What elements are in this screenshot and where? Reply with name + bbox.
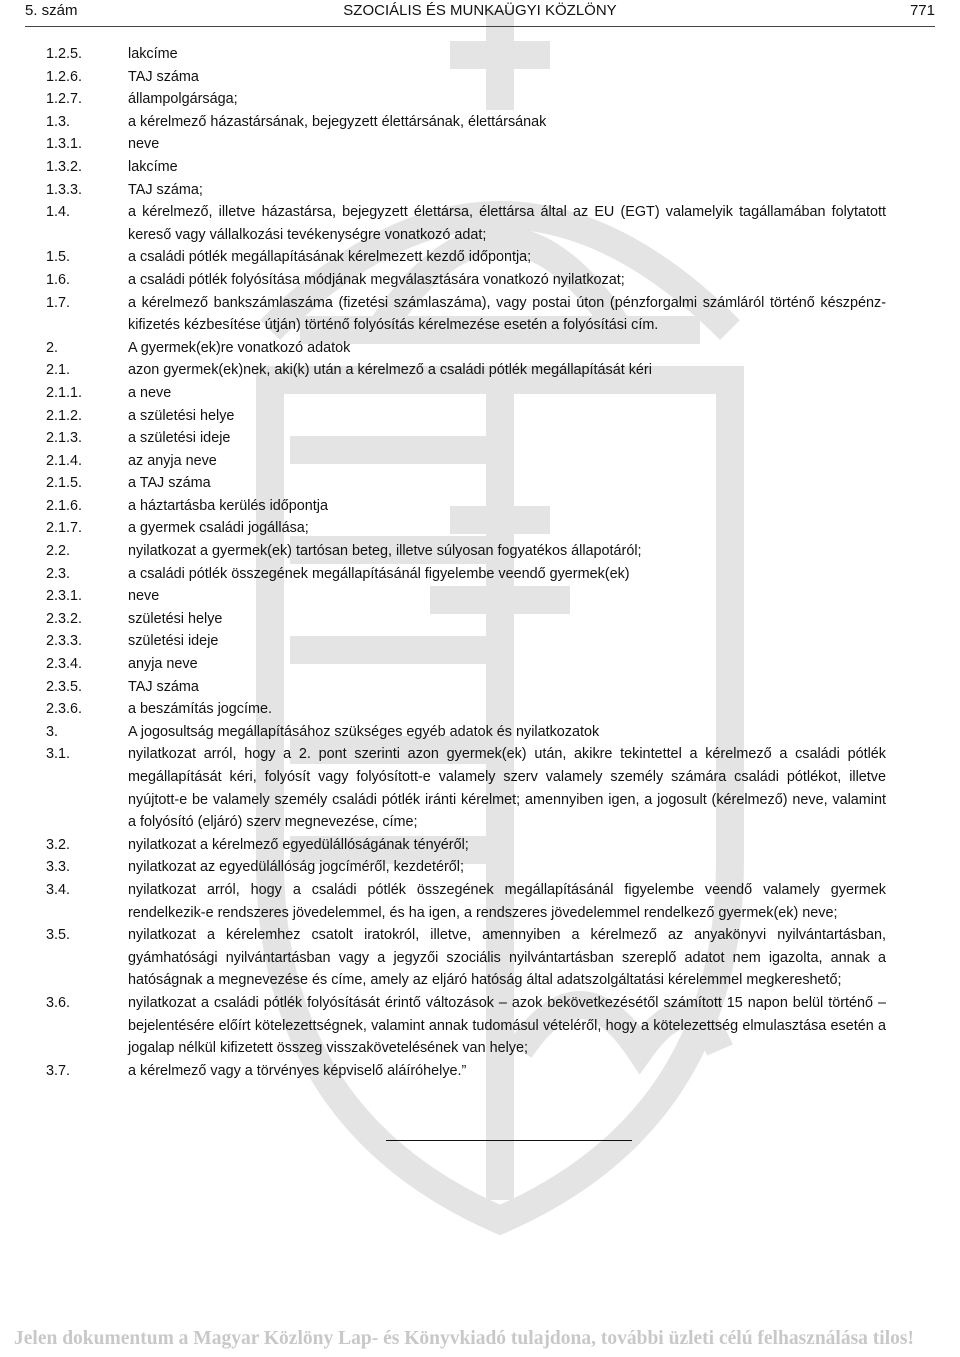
item-number: 2.1.7. <box>46 520 83 537</box>
list-item <box>46 472 886 495</box>
item-text: születési helye <box>128 610 223 627</box>
list-item <box>46 834 886 857</box>
item-text: nyilatkozat a kérelmező egyedülállóságának tényéről; <box>128 836 469 853</box>
item-number: 2.1.3. <box>46 430 83 447</box>
item-text: nyilatkozat a kérelemhez csatolt iratokról, illetve, amennyiben a kérelmező az anyakönyvi nyilvántartásban, gyámhatósági nyilvántartásban vagy a jegyzői szociális nyilvántartásban szereplő adatot nem igazolta, annak a hatóságnak a megnevezése és címe, amely az eljáró hatóság által adatszolgáltatási kérelemmel megkereshető; <box>128 927 886 989</box>
item-number: 1.6. <box>46 271 71 288</box>
item-text: a neve <box>128 384 172 401</box>
item-text: TAJ száma <box>128 68 199 85</box>
list-item <box>46 879 886 924</box>
list-item <box>46 246 886 269</box>
item-text: az anyja neve <box>128 452 217 469</box>
list-item <box>46 517 886 540</box>
item-text: anyja neve <box>128 656 198 673</box>
list-item <box>46 856 886 879</box>
item-text: nyilatkozat a gyermek(ek) tartósan beteg, illetve súlyosan fogyatékos állapotáról; <box>128 543 642 560</box>
item-number: 1.3.2. <box>46 158 83 175</box>
list-item <box>46 382 886 405</box>
header-rule <box>25 26 935 27</box>
item-number: 2.1.5. <box>46 475 83 492</box>
item-text: a háztartásba kerülés időpontja <box>128 497 329 514</box>
list-item <box>46 269 886 292</box>
item-text: a családi pótlék összegének megállapításánál figyelembe veendő gyermek(ek) <box>128 565 630 582</box>
item-number: 1.2.5. <box>46 46 83 62</box>
item-text: nyilatkozat a családi pótlék folyósítását érintő változások – azok bekövetkezésétől számított 15 napon belül történő – bejelentésére előírt kötelezettségnek, valamint annak tudomásul vételéről, hogy a kötelezettség elmulasztása esetén a jogalap nélkül kifizetett összeg visszakövetelésének van helye; <box>128 994 886 1057</box>
item-number: 2.3.4. <box>46 656 83 673</box>
item-number: 2.3.5. <box>46 678 83 695</box>
item-text: neve <box>128 136 160 153</box>
item-text: a beszámítás jogcíme. <box>128 701 272 718</box>
list-item <box>46 924 886 992</box>
item-text: születési ideje <box>128 633 219 650</box>
item-number: 2.3.2. <box>46 610 83 627</box>
copyright-notice: Jelen dokumentum a Magyar Közlöny Lap- és Könyvkiadó tulajdona, további üzleti célú felhasználása tilos! <box>14 1328 914 1349</box>
item-number: 3.5. <box>46 927 71 944</box>
item-text: TAJ száma <box>128 678 199 695</box>
list-item <box>46 563 886 586</box>
list-item <box>46 66 886 89</box>
list-item <box>46 292 886 337</box>
item-number: 2.1.6. <box>46 497 83 514</box>
item-number: 1.2.7. <box>46 91 83 108</box>
item-text: nyilatkozat az egyedülállóság jogcíméről, kezdetéről; <box>128 859 464 876</box>
item-text: a kérelmező, illetve házastársa, bejegyzett élettársa, élettársa által az EU (EGT) valamelyik tagállamában folytatott kereső vagy vállalkozási tevékenységre vonatkozó adat; <box>128 204 886 243</box>
list-item <box>46 201 886 246</box>
list-item <box>46 495 886 518</box>
item-number: 2.3.3. <box>46 633 83 650</box>
item-number: 2.3.6. <box>46 701 83 718</box>
list-item <box>46 653 886 676</box>
item-number: 3.3. <box>46 859 71 876</box>
list-item <box>46 427 886 450</box>
item-text: a születési helye <box>128 407 235 424</box>
list-item <box>46 585 886 608</box>
item-number: 3.7. <box>46 1062 71 1079</box>
item-text: nyilatkozat arról, hogy a családi pótlék összegének megállapításánál figyelembe veendő valamely gyermek rendelkezik-e rendszeres jövedelemmel, és ha igen, a rendszeres jövedelemmel rendelkező gyermek(ek) neve; <box>128 881 886 921</box>
item-number: 3. <box>46 723 59 740</box>
list-item <box>46 1060 886 1083</box>
item-text: lakcíme <box>128 46 178 62</box>
section-heading: A jogosultság megállapításához szükséges egyéb adatok és nyilatkozatok <box>128 723 600 740</box>
list-item <box>46 540 886 563</box>
issue-number: 5. szám <box>25 2 78 19</box>
item-text: a kérelmező házastársának, bejegyzett élettársának, élettársának <box>128 113 547 130</box>
item-number: 3.4. <box>46 881 71 898</box>
item-number: 2. <box>46 339 59 356</box>
item-number: 2.3.1. <box>46 588 83 605</box>
signature-line <box>386 1140 632 1141</box>
item-text: a családi pótlék megállapításának kérelmezett kezdő időpontja; <box>128 249 532 266</box>
list-item <box>46 450 886 473</box>
item-text: azon gyermek(ek)nek, aki(k) után a kérelmező a családi pótlék megállapítását kéri <box>128 362 652 379</box>
list-item <box>46 676 886 699</box>
list-item <box>46 405 886 428</box>
item-text: a családi pótlék folyósítása módjának megválasztására vonatkozó nyilatkozat; <box>128 271 625 288</box>
list-item <box>46 743 886 833</box>
list-item <box>46 721 886 744</box>
item-text: a kérelmező vagy a törvényes képviselő aláíróhelye.” <box>128 1062 467 1079</box>
list-item <box>46 359 886 382</box>
item-number: 1.4. <box>46 204 71 221</box>
journal-title: SZOCIÁLIS ÉS MUNKAÜGYI KÖZLÖNY <box>343 2 617 19</box>
item-number: 2.1.4. <box>46 452 83 469</box>
item-text: nyilatkozat arról, hogy a 2. pont szerinti azon gyermek(ek) után, akikre tekintettel a kérelmező a családi pótlék megállapítását kéri, folyósít vagy folyósított-e valamely szerv valamely személy számára családi pótlékot, illetve nyújtott-e be valamely személy családi pótlék iránti kérelmet; amennyiben igen, a jogosult (kérelmező) neve, valamint a folyósító (eljáró) szerv megnevezése, címe; <box>128 746 886 831</box>
list-item <box>46 179 886 202</box>
item-number: 1.7. <box>46 294 71 311</box>
item-number: 1.3. <box>46 113 71 130</box>
item-number: 3.1. <box>46 746 71 763</box>
list-item <box>46 43 886 66</box>
list-item <box>46 992 886 1060</box>
list-item <box>46 630 886 653</box>
item-number: 2.1.2. <box>46 407 83 424</box>
page-header <box>25 0 935 28</box>
item-text: TAJ száma; <box>128 181 203 198</box>
list-item <box>46 111 886 134</box>
item-text: lakcíme <box>128 158 178 175</box>
section-heading: A gyermek(ek)re vonatkozó adatok <box>128 339 351 356</box>
item-text: neve <box>128 588 160 605</box>
item-text: a TAJ száma <box>128 475 211 492</box>
list-item <box>46 337 886 360</box>
item-text: állampolgársága; <box>128 91 238 108</box>
list-item <box>46 156 886 179</box>
item-text: a gyermek családi jogállása; <box>128 520 309 537</box>
item-text: a kérelmező bankszámlaszáma (fizetési számlaszáma), vagy postai úton (pénzforgalmi számláról történő készpénz-kifizetés kézbesítése útján) történő folyósítás kérelmezése esetén a folyósítási cím. <box>128 294 886 334</box>
list-item <box>46 133 886 156</box>
item-number: 1.5. <box>46 249 71 266</box>
item-number: 1.2.6. <box>46 68 83 85</box>
item-text: a születési ideje <box>128 430 231 447</box>
item-number: 1.3.3. <box>46 181 83 198</box>
item-number: 2.2. <box>46 543 71 560</box>
item-number: 2.1. <box>46 362 71 379</box>
item-number: 1.3.1. <box>46 136 83 153</box>
list-item <box>46 698 886 721</box>
document-body <box>46 43 886 1082</box>
item-number: 2.1.1. <box>46 384 83 401</box>
page-number: 771 <box>909 2 935 19</box>
item-number: 3.2. <box>46 836 71 853</box>
list-item <box>46 88 886 111</box>
item-number: 3.6. <box>46 994 71 1011</box>
list-item <box>46 608 886 631</box>
item-number: 2.3. <box>46 565 71 582</box>
